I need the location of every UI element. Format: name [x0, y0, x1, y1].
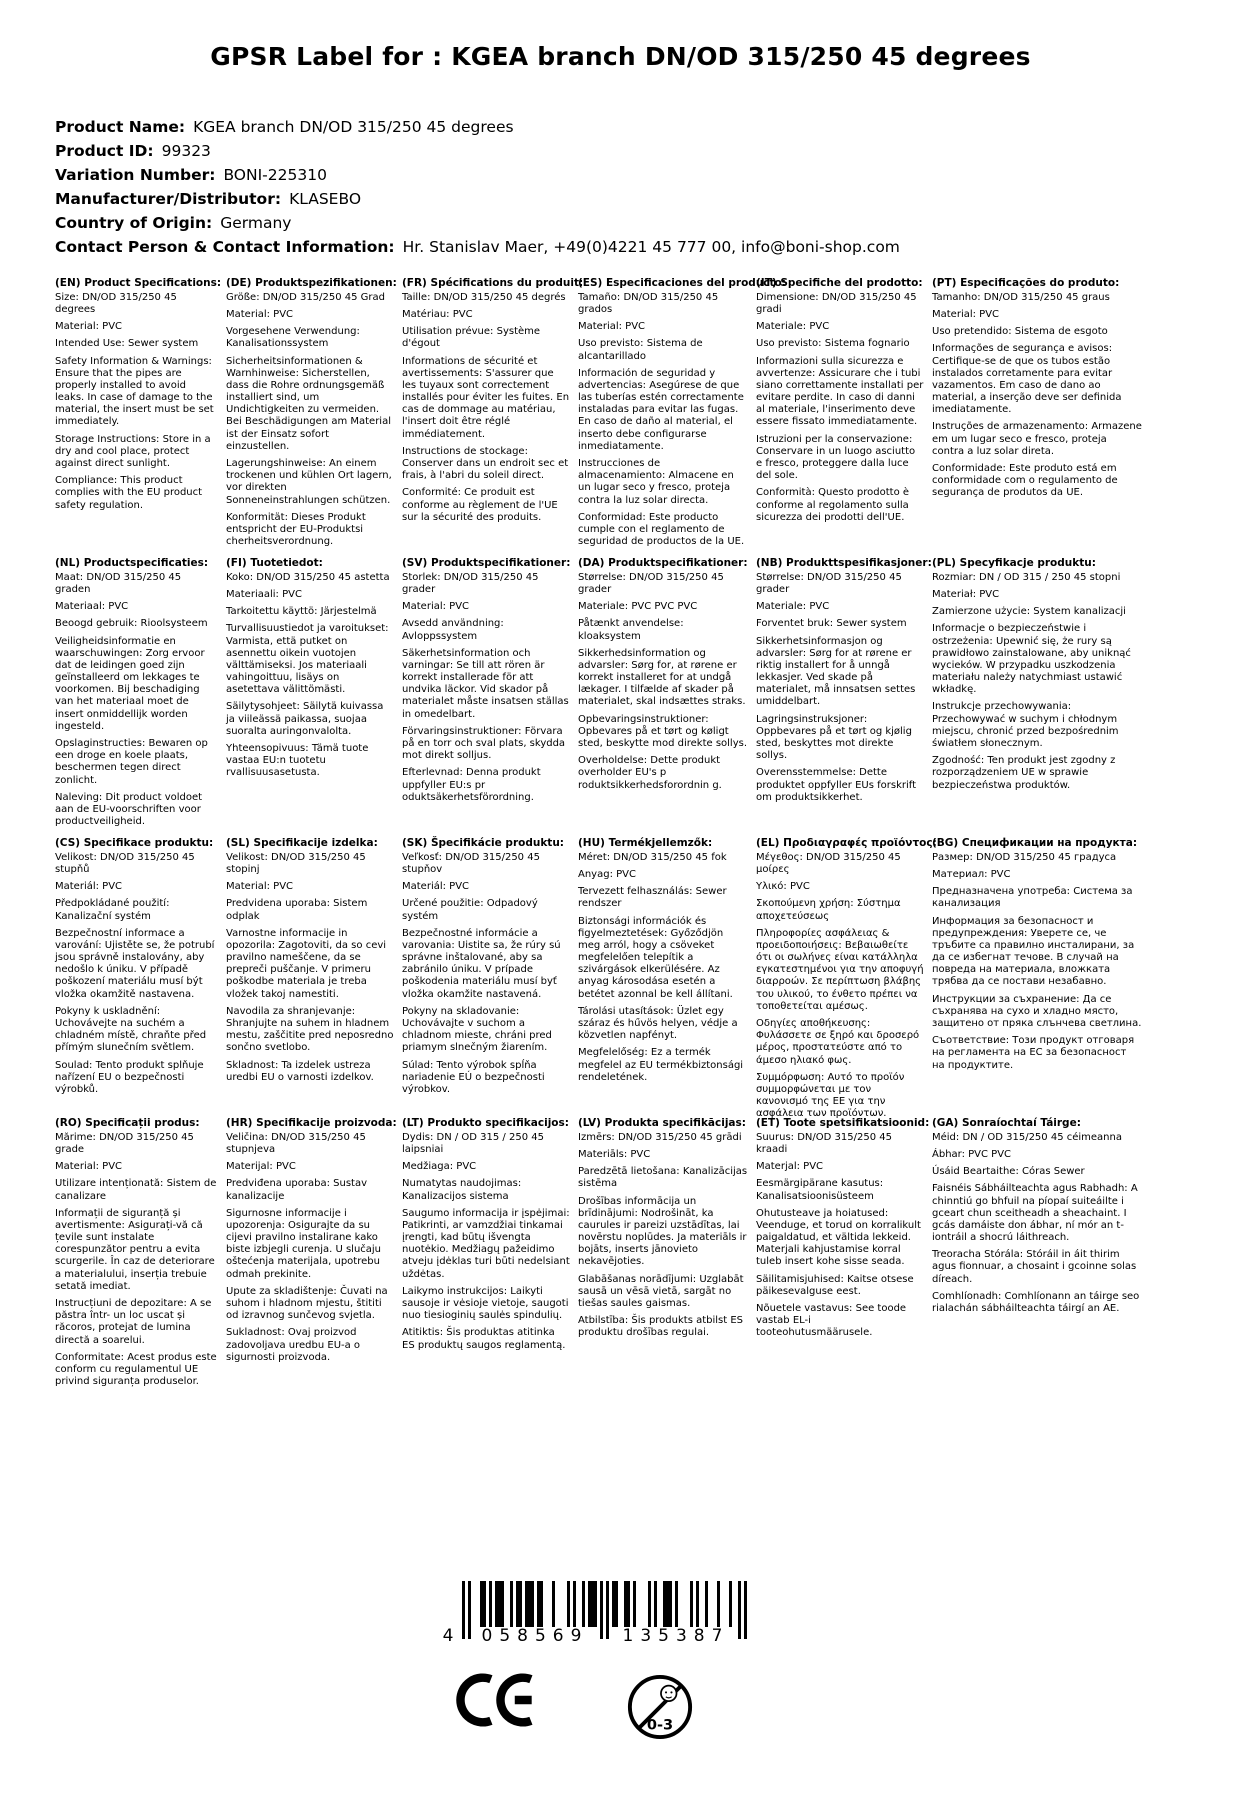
spec-language-block: [932, 1117, 1142, 1397]
spec-paragraph: Materiale: PVC PVC PVC: [578, 601, 698, 613]
spec-paragraph: Biztonsági információk és figyelmeztetések: Győződjön meg arról, hogy a csöveket megfelelően telepítik a szivárgások elkerülésére. Az anyag károsodása esetén a betétet azonnal be kell állítani.: [578, 915, 733, 1000]
spec-paragraph: Инструкции за съхранение: Да се съхранява на сухо и хладно място, защитено от пряка слънчева светлина.: [932, 993, 1142, 1030]
spec-paragraph: Utilizare intenționată: Sistem de canalizare: [55, 1178, 217, 1202]
spec-paragraph: Rozmiar: DN / OD 315 / 250 45 stopni: [932, 571, 1121, 583]
spec-paragraph: Forventet bruk: Sewer system: [756, 618, 907, 630]
spec-paragraph: Medžiaga: PVC: [402, 1161, 477, 1173]
spec-paragraph: Paredzētā lietošana: Kanalizācijas sistēma: [578, 1166, 748, 1190]
spec-paragraph: Soulad: Tento produkt splňuje nařízení EU o bezpečnosti výrobků.: [55, 1059, 204, 1095]
spec-paragraph: Laikymo instrukcijos: Laikyti sausoje ir vėsioje vietoje, saugoti nuo tiesioginių saulės spindulių.: [402, 1285, 569, 1322]
spec-paragraph: Materiál: PVC: [55, 881, 123, 893]
spec-paragraph: Material: PVC: [55, 1161, 123, 1173]
spec-paragraph: Comhlíonadh: Comhlíonann an táirge seo rialachán sábháilteachta táirgí an AE.: [932, 1290, 1140, 1315]
spec-language-block: [402, 837, 570, 1117]
spec-paragraph: Πληροφορίες ασφάλειας & προειδοποιήσεις: Βεβαιωθείτε ότι οι σωλήνες είναι κατάλληλα εγκατεστημένοι για την αποφυγή διαρροών. Σε περίπτωση βλάβης του υλικού, το ένθετο πρέπει να τοποθετείται αμέσως.: [756, 927, 924, 1012]
spec-paragraph: Størrelse: DN/OD 315/250 45 grader: [578, 571, 724, 595]
spec-language-block: [578, 557, 748, 837]
spec-paragraph: Opbevaringsinstruktioner: Opbevares på et tørt og køligt sted, beskytte mod direkte sollys.: [578, 713, 748, 750]
spec-paragraph: Materiál: PVC: [402, 881, 470, 893]
spec-paragraph: Velikost: DN/OD 315/250 45 stopinj: [226, 851, 366, 875]
spec-paragraph: Material: PVC: [226, 308, 294, 320]
spec-block-heading: (RO) Specificații produs:: [55, 1117, 200, 1129]
barcode: [438, 1581, 768, 1661]
spec-paragraph: Säkerhetsinformation och varningar: Se till att rören är korrekt installerade för att undvika läckor. Vid skador på materialet måste insatsen ställas in omedelbart.: [402, 647, 569, 720]
spec-language-block: [756, 1117, 930, 1397]
spec-paragraph: Súlad: Tento výrobok spĺňa nariadenie EÚ o bezpečnosti výrobkov.: [402, 1059, 545, 1095]
product-info-label: Product Name:: [55, 118, 186, 136]
spec-paragraph: Veiligheidsinformatie en waarschuwingen: Zorg ervoor dat de leidingen goed zijn geïnstalleerd om lekkages te voorkomen. Bij beschadiging van het materiaal moet de insert onmiddellijk worden ingesteld.: [55, 635, 205, 732]
spec-paragraph: Atbilstība: Šis produkts atbilst ES produktu drošības regulai.: [578, 1315, 744, 1339]
product-info-row: [55, 211, 1241, 235]
spec-paragraph: Méret: DN/OD 315/250 45 fok: [578, 851, 727, 863]
spec-paragraph: Pokyny k uskladnění: Uchovávejte na suchém a chladném místě, chraňte před přímým slunečním světlem.: [55, 1005, 207, 1054]
spec-paragraph: Tamanho: DN/OD 315/250 45 graus: [932, 291, 1110, 303]
ce-mark-icon: [454, 1673, 534, 1727]
spec-block-heading: (PT) Especificações do produto:: [932, 277, 1120, 289]
product-info-section: [55, 115, 1241, 259]
spec-paragraph: Materiale: PVC: [756, 321, 830, 333]
spec-paragraph: Съответствие: Този продукт отговаря на регламента на ЕС за безопасност на продуктите.: [932, 1035, 1135, 1071]
spec-language-block: [578, 277, 786, 557]
barcode-left-group: 058569: [481, 1626, 589, 1646]
spec-block-heading: (ES) Especificaciones del producto:: [578, 277, 786, 289]
spec-paragraph: Tarkoitettu käyttö: Järjestelmä: [226, 606, 377, 618]
spec-paragraph: Istruzioni per la conservazione: Conservare in un luogo asciutto e fresco, proteggere dalla luce del sole.: [756, 433, 916, 482]
spec-language-block: [756, 557, 932, 837]
spec-paragraph: Μέγεθος: DN/OD 315/250 45 μοίρες: [756, 851, 901, 875]
spec-paragraph: Upute za skladištenje: Čuvati na suhom i hladnom mjestu, štititi od izravnog sunčevog svjetla.: [226, 1285, 388, 1322]
spec-paragraph: Säilytysohjeet: Säilytä kuivassa ja viileässä paikassa, suojaa suoralta auringonvalolta.: [226, 701, 384, 737]
spec-block-heading: (SL) Specifikacije izdelka:: [226, 837, 378, 849]
age-warning-label: 0-3: [646, 1716, 674, 1734]
product-info-label: Contact Person & Contact Information:: [55, 238, 395, 256]
spec-paragraph: Předpokládané použití: Kanalizační systém: [55, 898, 170, 922]
spec-block-heading: (BG) Спецификации на продукта:: [932, 837, 1138, 849]
spec-paragraph: Turvallisuustiedot ja varoitukset: Varmista, että putket on asennettu oikein vuotojen välttämiseksi. Jos materiaali vahingoittuu, lisäys on asetettava välittömästi.: [226, 623, 389, 696]
spec-paragraph: Méid: DN / OD 315/250 45 céimeanna: [932, 1131, 1122, 1143]
spec-block-heading: (FR) Spécifications du produit:: [402, 277, 584, 289]
spec-paragraph: Bezpečnostní informace a varování: Ujistěte se, že potrubí jsou správně instalovány, aby nedošlo k úniku. V případě poškození materiálu musí být vložka okamžitě nastavena.: [55, 927, 215, 1000]
spec-paragraph: Οδηγίες αποθήκευσης: Φυλάσσετε σε ξηρό και δροσερό μέρος, προστατεύστε από το άμεσο ηλιακό φως.: [756, 1018, 920, 1066]
spec-paragraph: Úsáid Beartaithe: Córas Sewer: [932, 1166, 1085, 1178]
spec-paragraph: Materjal: PVC: [756, 1161, 824, 1173]
spec-paragraph: Dydis: DN / OD 315 / 250 45 laipsniai: [402, 1131, 544, 1155]
product-info-row: [55, 163, 1241, 187]
spec-paragraph: Informations de sécurité et avertissements: S'assurer que les tuyaux sont correctement installés pour éviter les fuites. En cas de dommage au matériau, l'insert doit être réglé immédiatement.: [402, 355, 570, 440]
spec-paragraph: Avsedd användning: Avloppssystem: [402, 618, 504, 642]
spec-language-block: [402, 1117, 570, 1397]
spec-block-heading: (IT) Specifiche del prodotto:: [756, 277, 923, 289]
spec-paragraph: Efterlevnad: Denna produkt uppfyller EU:s pr oduktsäkerhetsförordning.: [402, 767, 541, 803]
spec-paragraph: Compliance: This product complies with the EU product safety regulation.: [55, 475, 203, 511]
spec-paragraph: Bezpečnostné informácie a varovania: Uistite sa, že rúry sú správne inštalované, aby sa zabránilo úniku. V prípade poškodenia materiálu musí byť vložka okamžite nastavená.: [402, 927, 561, 1000]
spec-paragraph: Treoracha Stórála: Stóráil in áit thirim agus fionnuar, a chosaint i gcoinne solas díreach.: [932, 1249, 1137, 1285]
spec-language-block: [932, 837, 1142, 1117]
spec-paragraph: Υλικό: PVC: [756, 881, 810, 893]
spec-paragraph: Materiāls: PVC: [578, 1148, 651, 1160]
spec-paragraph: Pokyny na skladovanie: Uchovávajte v suchom a chladnom mieste, chráni pred priamym slnečným žiarením.: [402, 1005, 552, 1054]
product-info-label: Product ID:: [55, 142, 154, 160]
spec-block-heading: (GA) Sonraíochtaí Táirge:: [932, 1117, 1081, 1129]
spec-paragraph: Zgodność: Ten produkt jest zgodny z rozporządzeniem UE w sprawie bezpieczeństwa produktów.: [932, 755, 1116, 791]
spec-paragraph: Lagringsinstruksjoner: Oppbevares på et tørt og kjølig sted, beskyttes mot direkte sollys.: [756, 713, 912, 762]
spec-language-block: [226, 557, 394, 837]
spec-block-heading: (DA) Produktspecifikationer:: [578, 557, 748, 569]
spec-paragraph: Dimensione: DN/OD 315/250 45 gradi: [756, 291, 917, 315]
spec-paragraph: Conformité: Ce produit est conforme au règlement de l'UE sur la sécurité des produits.: [402, 487, 558, 523]
spec-paragraph: Material: PVC: [55, 321, 123, 333]
spec-paragraph: Vorgesehene Verwendung: Kanalisationssystem: [226, 326, 360, 350]
spec-language-block: [226, 837, 394, 1117]
spec-paragraph: Säilitamisjuhised: Kaitse otsese päikesevalguse eest.: [756, 1273, 914, 1297]
product-info-row: [55, 139, 1241, 163]
spec-paragraph: Materiaali: PVC: [226, 588, 302, 600]
spec-paragraph: Sikkerhedsinformation og advarsler: Sørg for, at rørene er korrekt installeret for at undgå lækager. I tilfælde af skader på materialet, skal indsættes straks.: [578, 647, 746, 708]
spec-grid: [55, 277, 1241, 1397]
spec-block-heading: (SV) Produktspecifikationer:: [402, 557, 571, 569]
spec-paragraph: Størrelse: DN/OD 315/250 45 grader: [756, 571, 902, 595]
gpsr-label-page: [0, 42, 1241, 1741]
spec-block-heading: (CS) Specifikace produktu:: [55, 837, 214, 849]
spec-paragraph: Instruções de armazenamento: Armazene em um lugar seco e fresco, proteja contra a luz solar direta.: [932, 421, 1142, 457]
spec-paragraph: Materiale: PVC: [756, 601, 830, 613]
spec-paragraph: Συμμόρφωση: Αυτό το προϊόν συμμορφώνεται με τον κανονισμό της ΕΕ για την ασφάλεια των προϊόντων.: [756, 1071, 905, 1120]
spec-paragraph: Размер: DN/OD 315/250 45 градуса: [932, 851, 1117, 863]
spec-paragraph: Material: PVC: [402, 601, 470, 613]
spec-paragraph: Mărime: DN/OD 315/250 45 grade: [55, 1131, 194, 1155]
spec-paragraph: Conformità: Questo prodotto è conforme al regolamento sulla sicurezza dei prodotti dell'UE.: [756, 487, 910, 523]
spec-block-heading: (EL) Προδιαγραφές προϊόντος:: [756, 837, 937, 849]
spec-paragraph: Konformität: Dieses Produkt entspricht der EU-Produktsi cherheitsverordnung.: [226, 511, 366, 548]
spec-paragraph: Påtænkt anvendelse: kloaksystem: [578, 618, 684, 642]
product-info-row: [55, 187, 1241, 211]
spec-language-block: [55, 277, 222, 557]
product-info-value: 99323: [161, 142, 211, 160]
spec-paragraph: Naleving: Dit product voldoet aan de EU-voorschriften voor productveiligheid.: [55, 791, 203, 828]
spec-paragraph: Glabāšanas norādījumi: Uzglabāt sausā un vēsā vietā, sargāt no tiešas saules gaismas.: [578, 1273, 744, 1310]
spec-paragraph: Sukladnost: Ovaj proizvod zadovoljava uredbu EU-a o sigurnosti proizvoda.: [226, 1327, 361, 1363]
spec-paragraph: Overholdelse: Dette produkt overholder EU's p roduktsikkerhedsforordnin g.: [578, 755, 722, 791]
spec-paragraph: Förvaringsinstruktioner: Förvara på en torr och sval plats, skydda mot direkt solljus.: [402, 725, 566, 762]
spec-paragraph: Eesmärgipärane kasutus: Kanalisatsioonisüsteem: [756, 1178, 884, 1202]
barcode-digits: [438, 1626, 768, 1648]
spec-language-block: [756, 837, 937, 1120]
spec-paragraph: Megfelelőség: Ez a termék megfelel az EU termékbiztonsági rendeletének.: [578, 1047, 744, 1083]
spec-language-block: [578, 1117, 748, 1397]
spec-paragraph: Navodila za shranjevanje: Shranjujte na suhem in hladnem mestu, zaščitite pred neposredno sončno svetlobo.: [226, 1005, 394, 1054]
spec-language-block: [932, 277, 1142, 557]
spec-paragraph: Materijal: PVC: [226, 1161, 296, 1173]
spec-paragraph: Veľkosť: DN/OD 315/250 45 stupňov: [402, 851, 540, 875]
spec-paragraph: Material: PVC: [578, 321, 646, 333]
spec-paragraph: Instrucțiuni de depozitare: A se păstra într- un loc uscat și răcoros, protejat de lumina directă a soarelui.: [55, 1298, 212, 1346]
spec-paragraph: Storage Instructions: Store in a dry and cool place, protect against direct sunlight.: [55, 433, 211, 470]
spec-paragraph: Informacje o bezpieczeństwie i ostrzeżenia: Upewnić się, że rury są prawidłowo zainstalowane, aby uniknąć wycieków. W przypadku uszkodzenia materiału należy natychmiast ustawić wkładkę.: [932, 623, 1131, 696]
spec-paragraph: Taille: DN/OD 315/250 45 degrés: [402, 291, 566, 303]
spec-block-heading: (EN) Product Specifications:: [55, 277, 222, 289]
spec-language-block: [226, 1117, 397, 1397]
spec-block-heading: (DE) Produktspezifikationen:: [226, 277, 397, 289]
spec-paragraph: Sikkerhetsinformasjon og advarsler: Sørg for at rørene er riktig installert for å unngå lekkasjer. Ved skade på materialet, må innsatsen settes umiddelbart.: [756, 635, 916, 708]
spec-paragraph: Veličina: DN/OD 315/250 45 stupnjeva: [226, 1131, 366, 1155]
spec-paragraph: Zamierzone użycie: System kanalizacji: [932, 606, 1126, 618]
spec-paragraph: Material: PVC: [226, 881, 294, 893]
spec-paragraph: Varnostne informacije in opozorila: Zagotoviti, da so cevi pravilno nameščene, da se prepreči puščanje. V primeru poškodbe materiala je treba vložek takoj namestiti.: [226, 927, 387, 1000]
spec-paragraph: Opslaginstructies: Bewaren op een droge en koele plaats, beschermen tegen direct zonlicht.: [55, 738, 208, 786]
spec-paragraph: Información de seguridad y advertencias: Asegúrese de que las tuberías estén correctamente instaladas para evitar las fugas. En caso de daño al material, el inserto debe configurarse inmediatamente.: [578, 367, 744, 452]
marks-row: [454, 1673, 1198, 1741]
product-info-value: Hr. Stanislav Maer, +49(0)4221 45 777 00, info@boni-shop.com: [402, 238, 900, 256]
product-info-label: Manufacturer/Distributor:: [55, 190, 282, 208]
spec-paragraph: Informações de segurança e avisos: Certifique-se de que os tubos estão instalados corretamente para evitar vazamentos. Em caso de dano ao material, a inserção deve ser definida imediatamente.: [932, 343, 1122, 416]
spec-paragraph: Informații de siguranță și avertismente: Asigurați-vă că țevile sunt instalate corespunzător pentru a evita scurgerile. În caz de deteriorare a materialului, inserția trebuie setată imediat.: [55, 1207, 215, 1292]
spec-paragraph: Storlek: DN/OD 315/250 45 grader: [402, 571, 539, 595]
page-title: GPSR Label for : KGEA branch DN/OD 315/250 45 degrees: [210, 42, 1031, 71]
spec-paragraph: Suurus: DN/OD 315/250 45 kraadi: [756, 1131, 892, 1155]
spec-paragraph: Sicherheitsinformationen & Warnhinweise: Sicherstellen, dass die Rohre ordnungsgemäß installiert sind, um Undichtigkeiten zu vermeiden. Bei Beschädigungen am Material ist der Einsatz sofort einzustellen.: [226, 355, 391, 452]
spec-language-block: [402, 557, 570, 837]
age-warning-icon: [626, 1673, 694, 1741]
spec-language-block: [932, 557, 1142, 837]
barcode-right-group: 135387: [622, 1626, 730, 1646]
spec-paragraph: Uso previsto: Sistema de alcantarillado: [578, 338, 703, 362]
spec-block-heading: (NL) Productspecificaties:: [55, 557, 209, 569]
spec-paragraph: Материал: PVC: [932, 868, 1011, 880]
spec-block-heading: (HU) Termékjellemzők:: [578, 837, 713, 849]
spec-paragraph: Utilisation prévue: Système d'égout: [402, 326, 541, 350]
spec-paragraph: Koko: DN/OD 315/250 45 astetta: [226, 571, 390, 583]
spec-paragraph: Lagerungshinweise: An einem trockenen und kühlen Ort lagern, vor direkten Sonneneinstrahlungen schützen.: [226, 458, 392, 506]
spec-paragraph: Maat: DN/OD 315/250 45 graden: [55, 571, 182, 595]
spec-paragraph: Velikost: DN/OD 315/250 45 stupňů: [55, 851, 195, 875]
spec-paragraph: Instructions de stockage: Conserver dans un endroit sec et frais, à l'abri du soleil direct.: [402, 445, 569, 482]
spec-language-block: [756, 277, 924, 557]
product-info-value: BONI-225310: [223, 166, 327, 184]
spec-paragraph: Ohutusteave ja hoiatused: Veenduge, et torud on korralikult paigaldatud, et vältida lekkeid. Materjali kahjustamise korral tuleb insert kohe sisse seada.: [756, 1207, 921, 1268]
spec-paragraph: Beoogd gebruik: Rioolsysteem: [55, 618, 208, 630]
spec-block-heading: (SK) Špecifikácie produktu:: [402, 837, 565, 849]
spec-paragraph: Safety Information & Warnings: Ensure that the pipes are properly installed to avoid leaks. In case of damage to the material, the insert must be set immediately.: [55, 355, 214, 428]
product-info-value: KLASEBO: [289, 190, 362, 208]
spec-paragraph: Tervezett felhasználás: Sewer rendszer: [578, 886, 727, 910]
spec-paragraph: Предназначена употреба: Система за канализация: [932, 886, 1133, 910]
spec-paragraph: Uso pretendido: Sistema de esgoto: [932, 326, 1108, 338]
spec-paragraph: Drošības informācija un brīdinājumi: Nodrošināt, ka caurules ir pareizi uzstādītas, lai novērstu noplūdes. Ja materiāls ir bojāts, inserts jānovieto nekavējoties.: [578, 1195, 747, 1268]
spec-paragraph: Materiaal: PVC: [55, 601, 129, 613]
spec-paragraph: Anyag: PVC: [578, 868, 636, 880]
spec-paragraph: Numatytas naudojimas: Kanalizacijos sistema: [402, 1178, 522, 1202]
spec-paragraph: Materiał: PVC: [932, 588, 1000, 600]
spec-language-block: [55, 837, 218, 1117]
product-info-row: [55, 235, 1241, 259]
spec-paragraph: Size: DN/OD 315/250 45 degrees: [55, 291, 177, 315]
spec-paragraph: Информация за безопасност и предупреждения: Уверете се, че тръбите са правилно инсталирани, за да се избегнат течове. В случай на повреда на материала, вложката трябва да се постави незабавно.: [932, 915, 1135, 988]
spec-paragraph: Yhteensopivuus: Tämä tuote vastaa EU:n tuotetu rvallisuusasetusta.: [226, 743, 369, 779]
spec-paragraph: Overensstemmelse: Dette produktet oppfyller EUs forskrift om produktsikkerhet.: [756, 767, 917, 803]
spec-language-block: [55, 557, 218, 837]
spec-paragraph: Intended Use: Sewer system: [55, 338, 199, 350]
spec-paragraph: Saugumo informacija ir įspėjimai: Patikrinti, ar vamzdžiai tinkamai įrengti, kad būtų išvengta nuotėkio. Medžiagų pažeidimo atveju įdėklas turi būti nedelsiant uždėtas.: [402, 1207, 570, 1280]
certification-section: [438, 1581, 1198, 1741]
spec-paragraph: Predvidena uporaba: Sistem odplak: [226, 898, 368, 922]
spec-block-heading: (NB) Produkttspesifikasjoner:: [756, 557, 932, 569]
spec-paragraph: Conformidade: Este produto está em conformidade com o regulamento de segurança de produtos da UE.: [932, 463, 1118, 499]
spec-block-heading: (ET) Toote spetsifikatsioonid:: [756, 1117, 930, 1129]
spec-paragraph: Conformitate: Acest produs este conform cu regulamentul UE privind siguranța produselor.: [55, 1351, 217, 1388]
spec-paragraph: Informazioni sulla sicurezza e avvertenze: Assicurare che i tubi siano correttamente installati per evitare perdite. In caso di danni al materiale, l'inserimento deve essere fissato immediatamente.: [756, 355, 924, 428]
spec-block-heading: (LT) Produkto specifikacijos:: [402, 1117, 569, 1129]
barcode-first-digit: 4: [442, 1626, 454, 1646]
spec-paragraph: Skladnost: Ta izdelek ustreza uredbi EU o varnosti izdelkov.: [226, 1059, 374, 1083]
spec-language-block: [55, 1117, 218, 1397]
spec-paragraph: Σκοπούμενη χρήση: Σύστημα αποχετεύσεως: [756, 898, 901, 922]
spec-paragraph: Atitiktis: Šis produktas atitinka ES produktų saugos reglamentą.: [402, 1327, 566, 1351]
spec-paragraph: Größe: DN/OD 315/250 45 Grad: [226, 291, 386, 303]
product-info-value: KGEA branch DN/OD 315/250 45 degrees: [193, 118, 514, 136]
spec-paragraph: Material: PVC: [932, 308, 1000, 320]
spec-paragraph: Sigurnosne informacije i upozorenja: Osigurajte da su cijevi pravilno instalirane kako biste izbjegli curenja. U slučaju oštećenja materijala, upotrebu odmah prekinite.: [226, 1207, 382, 1280]
product-info-value: Germany: [220, 214, 292, 232]
spec-paragraph: Tamaño: DN/OD 315/250 45 grados: [578, 291, 719, 315]
product-info-label: Variation Number:: [55, 166, 216, 184]
spec-paragraph: Uso previsto: Sistema fognario: [756, 338, 910, 350]
spec-block-heading: (PL) Specyfikacje produktu:: [932, 557, 1096, 569]
spec-paragraph: Nõuetele vastavus: See toode vastab EL-i tooteohutusmäärusele.: [756, 1303, 907, 1339]
spec-paragraph: Conformidad: Este producto cumple con el reglamento de seguridad de productos de la UE.: [578, 511, 745, 548]
spec-language-block: [402, 277, 584, 557]
spec-paragraph: Tárolási utasítások: Üzlet egy száraz és hűvös helyen, védje a közvetlen napfényt.: [578, 1005, 738, 1042]
spec-language-block: [578, 837, 748, 1117]
spec-paragraph: Izmērs: DN/OD 315/250 45 grādi: [578, 1131, 742, 1143]
spec-block-heading: (HR) Specifikacije proizvoda:: [226, 1117, 397, 1129]
spec-paragraph: Ábhar: PVC PVC: [932, 1148, 1012, 1160]
product-info-label: Country of Origin:: [55, 214, 213, 232]
spec-paragraph: Určené použitie: Odpadový systém: [402, 898, 538, 922]
spec-paragraph: Predviđena uporaba: Sustav kanalizacije: [226, 1178, 368, 1202]
product-info-row: [55, 115, 1241, 139]
spec-paragraph: Instrucciones de almacenamiento: Almacene en un lugar seco y fresco, proteja contra la luz solar directa.: [578, 458, 734, 506]
baby-face-icon: [661, 1686, 677, 1702]
spec-paragraph: Matériau: PVC: [402, 308, 473, 320]
spec-language-block: [226, 277, 397, 557]
spec-paragraph: Faisnéis Sábháilteachta agus Rabhadh: A chinntiú go bhfuil na píopaí suiteáilte i gceart chun sceitheadh a sheachaint. I gcás damáiste don ábhar, ní mór an t-iontráil a shocrú láithreach.: [932, 1183, 1138, 1244]
spec-block-heading: (FI) Tuotetiedot:: [226, 557, 323, 569]
spec-block-heading: (LV) Produkta specifikācijas:: [578, 1117, 746, 1129]
spec-paragraph: Instrukcje przechowywania: Przechowywać w suchym i chłodnym miejscu, chronić przed bezpośrednim światłem słonecznym.: [932, 701, 1119, 750]
